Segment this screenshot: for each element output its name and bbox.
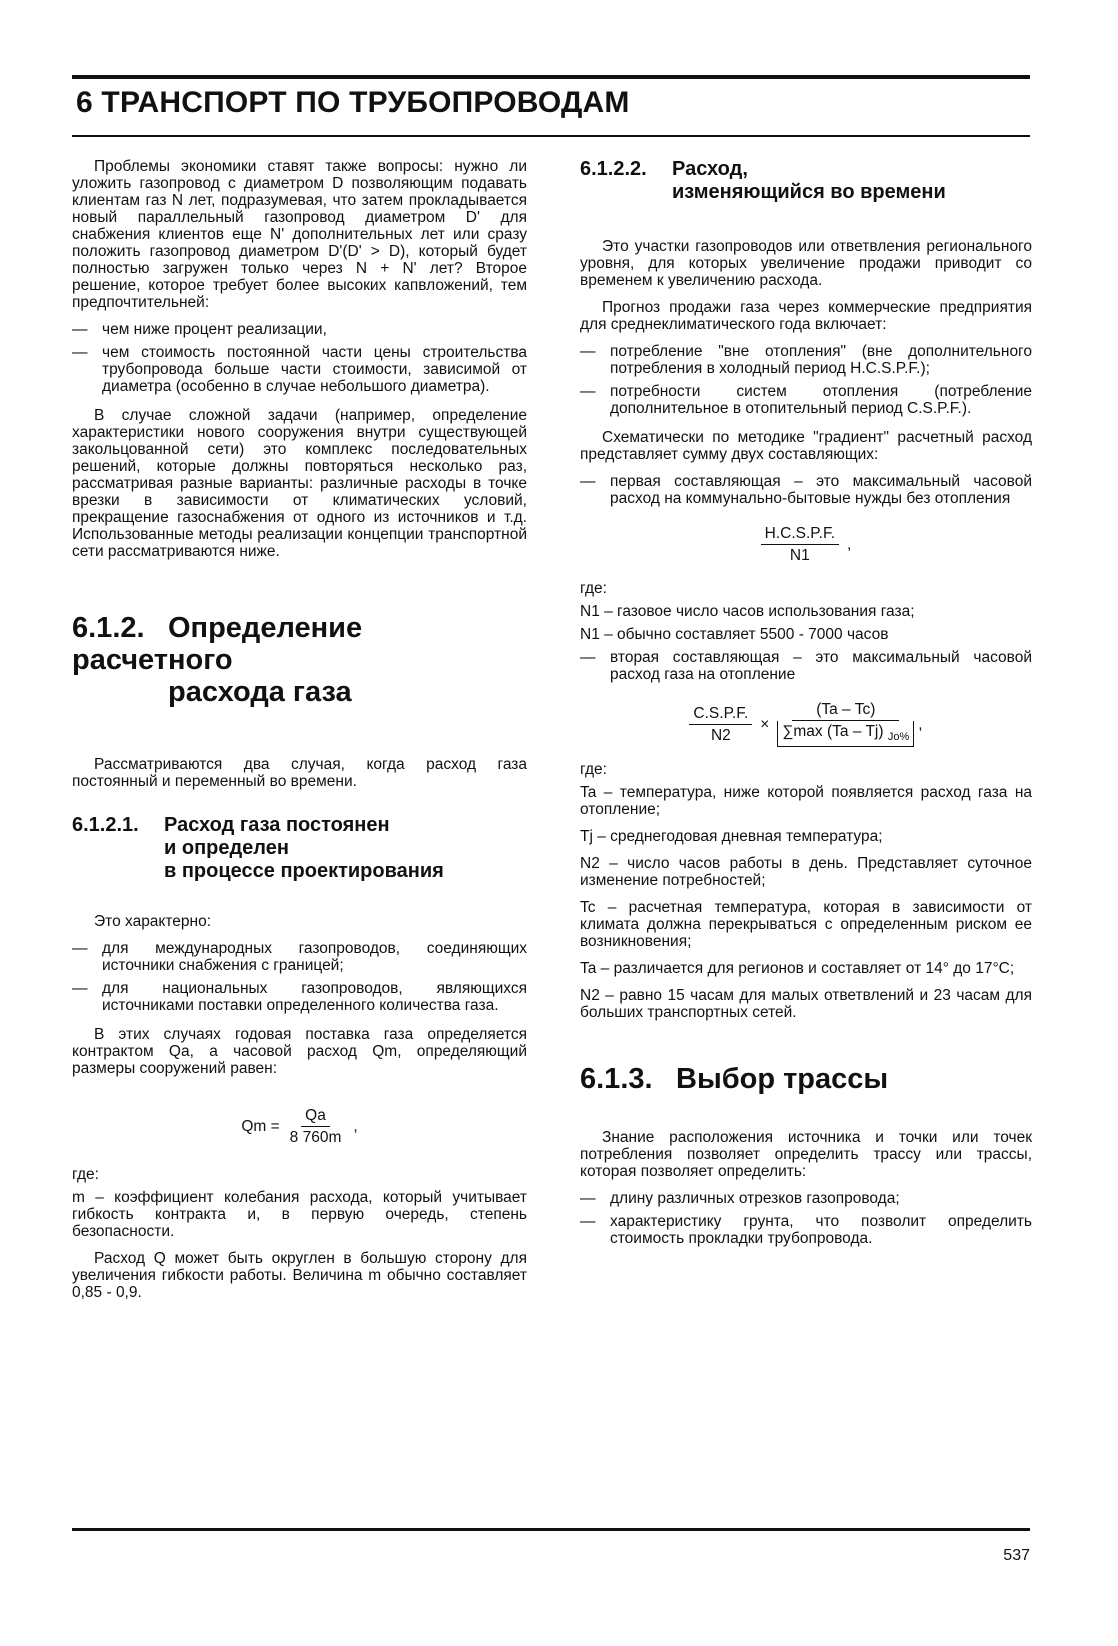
section-heading-6-1-3: 6.1.3. Выбор трассы	[580, 1063, 889, 1096]
right-column	[580, 158, 1032, 1253]
list-item: — для национальных газопроводов, являющихся источниками поставки определенного количества газа.	[72, 980, 527, 1014]
intro-paragraph: Проблемы экономики ставят также вопросы: нужно ли уложить газопровод с диаметром D позволяющим подавать клиентам газ N лет, подразумевая, что затем прокладывается новый параллельный газопровод диаметром D' для снабжения клиентов еще N' дополнительных лет или сразу положить газопровод диаметром D'(D' > D), который будет полностью загружен только через N + N' лет? Второе решение, которое требует более высоких капвложений, тем предпочтительней:	[72, 158, 527, 311]
list-item: — чем стоимость постоянной части цены строительства трубопровода больше части стоимости, зависимой от диаметра (особенно в случае небольшого диаметра).	[72, 344, 527, 395]
formula-hcspf: $\frac{H.C.S.P.F.}{N1}$ ,	[580, 525, 1032, 564]
left-column	[72, 158, 527, 1311]
footer-rule	[72, 1528, 1030, 1531]
regional-paragraph: Это участки газопроводов или ответвления регионального уровня, для которых увеличение продажи приводит со временем к увеличению расхода.	[580, 238, 1032, 289]
definition-item: N2 – число часов работы в день. Представляет суточное изменение потребностей;	[580, 855, 1032, 890]
formula-cspf: $\frac{C.S.P.F.}{N2}$ × $\frac{(Ta - Tc)}{\sum\max (Ta - Tj) _{Jo\%}}$ ,	[580, 701, 1032, 747]
route-paragraph: Знание расположения источника и точки или точек потребления позволяет определить трассу или трассы, которая позволяет определить:	[580, 1129, 1032, 1181]
header-rule-bottom	[72, 135, 1030, 137]
definition-item: Ta – температура, ниже которой появляется расход газа на отопление;	[580, 784, 1032, 819]
where-label: где:	[72, 1166, 99, 1183]
definition-item: Tj – среднегодовая дневная температура;	[580, 828, 883, 846]
cases-paragraph: Рассматриваются два случая, когда расход газа постоянный и переменный во времени.	[72, 756, 527, 790]
list-item: — первая составляющая – это максимальный часовой расход на коммунально-бытовые нужды без отопления	[580, 473, 1032, 507]
header-rule-top	[72, 75, 1030, 79]
definition-item: N2 – равно 15 часам для малых ответвлений и 23 часам для больших транспортных сетей.	[580, 987, 1032, 1022]
where-label: где:	[580, 761, 607, 779]
complex-task-paragraph: В случае сложной задачи (например, определение характеристики нового сооружения внутри существующей закольцованной сети) это комплекс последовательных решений, которые должны повторяться несколько раз, рассматривая разные варианты: различные расходы в точке врезки в зависимости от климатических условий, прекращение газоснабжения от одного из источников и т.д. Использованные методы реализации концепции транспортной сети рассматриваются ниже.	[72, 407, 527, 560]
formula-qm: Qm = $\frac{Qa}{8 760m}$ ,	[241, 1107, 358, 1146]
list-item: — вторая составляющая – это максимальный часовой расход газа на отопление	[580, 649, 1032, 683]
definition-item: Ta – различается для регионов и составляет от 14° до 17°C;	[580, 960, 1015, 978]
list-item: — длину различных отрезков газопровода;	[580, 1190, 1032, 1207]
gradient-paragraph: Схематически по методике "градиент" расчетный расход представляет сумму двух составляющих:	[580, 429, 1032, 463]
list-item: — потребление "вне отопления" (вне дополнительного потребления в холодный период H.C.S.P.F.);	[580, 343, 1032, 377]
section-heading-6-1-2-1: 6.1.2.1. Расход газа постоянен и определен в процессе проектирования	[72, 814, 444, 882]
supply-paragraph: В этих случаях годовая поставка газа определяется контрактом Qa, а часовой расход Qm, определяющий размеры сооружений равен:	[72, 1026, 527, 1077]
m-definition: m – коэффициент колебания расхода, который учитывает гибкость контракта и, в первую очередь, степень безопасности.	[72, 1189, 527, 1240]
typical-label: Это характерно:	[94, 913, 212, 930]
list-item: — чем ниже процент реализации,	[72, 321, 527, 338]
chapter-title: 6 ТРАНСПОРТ ПО ТРУБОПРОВОДАМ	[76, 86, 630, 119]
list-item: — для международных газопроводов, соединяющих источники снабжения с границей;	[72, 940, 527, 974]
n1-value: N1 – обычно составляет 5500 - 7000 часов	[580, 626, 889, 643]
forecast-paragraph: Прогноз продажи газа через коммерческие предприятия для среднеклиматического года включает:	[580, 299, 1032, 333]
rounding-paragraph: Расход Q может быть округлен в большую сторону для увеличения гибкости работы. Величина m обычно составляет 0,85 - 0,9.	[72, 1250, 527, 1301]
page-number: 537	[1003, 1547, 1030, 1564]
section-heading-6-1-2: 6.1.2. Определение расчетного расхода газа	[72, 612, 363, 708]
where-label: где:	[580, 580, 607, 597]
n1-definition: N1 – газовое число часов использования газа;	[580, 603, 915, 620]
definition-item: Tc – расчетная температура, которая в зависимости от климата должна перекрываться с определенным риском ее возникновения;	[580, 899, 1032, 951]
list-item: — потребности систем отопления (потребление дополнительное в отопительный период C.S.P.F.).	[580, 383, 1032, 417]
list-item: — характеристику грунта, что позволит определить стоимость прокладки трубопровода.	[580, 1213, 1032, 1247]
section-heading-6-1-2-2: 6.1.2.2. Расход, изменяющийся во времени	[580, 158, 946, 203]
